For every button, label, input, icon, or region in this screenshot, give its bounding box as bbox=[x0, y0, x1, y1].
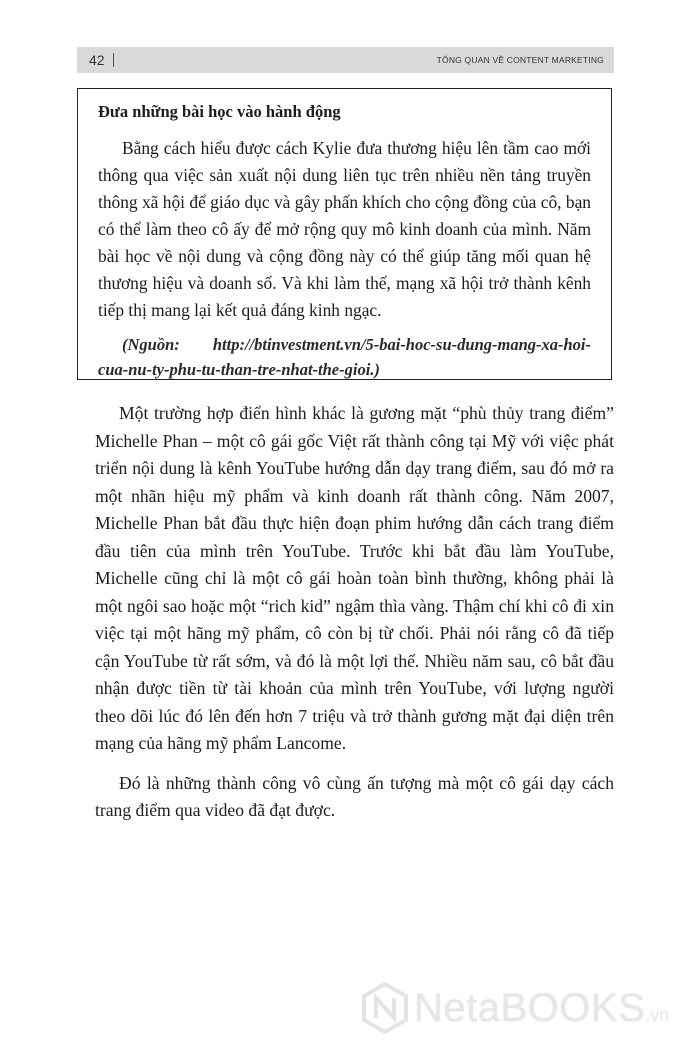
lesson-box-title: Đưa những bài học vào hành động bbox=[98, 102, 341, 121]
body-paragraph: Đó là những thành công vô cùng ấn tượng mà một cô gái dạy cách trang điểm qua video đã đạt được. bbox=[95, 772, 614, 820]
lesson-box-source: (Nguồn: http://btinvestment.vn/5-bai-hoc-su-dung-mang-xa-hoi-cua-nu-ty-phu-tu-than-tre-nhat-the-gioi.) bbox=[98, 335, 591, 379]
running-title: TỔNG QUAN VỀ CONTENT MARKETING bbox=[436, 55, 604, 65]
watermark bbox=[362, 978, 692, 1038]
body-paragraph: Một trường hợp điển hình khác là gương mặt “phù thủy trang điểm” Michelle Phan – một cô gái gốc Việt rất thành công tại Mỹ với việc phát triển nội dung là kênh YouTube hướng dẫn dạy trang điểm, sau đó mở ra một nhãn hiệu mỹ phẩm và kinh doanh rất thành công. Năm 2007, Michelle Phan bắt đầu thực hiện đoạn phim hướng dẫn cách trang điểm đầu tiên của mình trên YouTube. Trước khi bắt đầu làm YouTube, Michelle cũng chỉ là một cô gái hoàn toàn bình thường, không phải là một ngôi sao hoặc một “rich kid” ngậm thìa vàng. Thậm chí khi cô đi xin việc tại một hãng mỹ phẩm, cô còn bị từ chối. Phải nói rằng cô đã tiếp cận YouTube từ rất sớm, và đó là một lợi thế. Nhiều năm sau, cô bắt đầu nhận được tiền từ tài khoản của mình trên YouTube, với lượng người theo dõi lúc đó lên đến hơn 7 triệu và trở thành gương mặt đại diện trên mạng của hãng mỹ phẩm Lancome. bbox=[95, 403, 614, 753]
running-header bbox=[77, 47, 614, 73]
header-divider bbox=[113, 53, 114, 67]
lesson-box bbox=[77, 88, 612, 380]
page-number: 42 bbox=[89, 52, 105, 68]
main-text bbox=[95, 400, 614, 837]
netabooks-logo-icon bbox=[362, 982, 408, 1034]
lesson-box-body: Bằng cách hiểu được cách Kylie đưa thương hiệu lên tầm cao mới thông qua việc sản xuất nội dung liên tục trên nhiều nền tảng truyền thông xã hội để giáo dục và gây phấn khích cho cộng đồng của cô, bạn có thể làm theo cô ấy để mở rộng quy mô kinh doanh của mình. Năm bài học về nội dung và cộng đồng này có thể giúp tăng mối quan hệ thương hiệu và doanh số. Và khi làm thế, mạng xã hội trở thành kênh tiếp thị mang lại kết quả đáng kinh ngạc. bbox=[98, 138, 591, 320]
watermark-suffix: .vn bbox=[645, 1005, 670, 1025]
watermark-brand: NetaBOOKS bbox=[414, 985, 646, 1030]
